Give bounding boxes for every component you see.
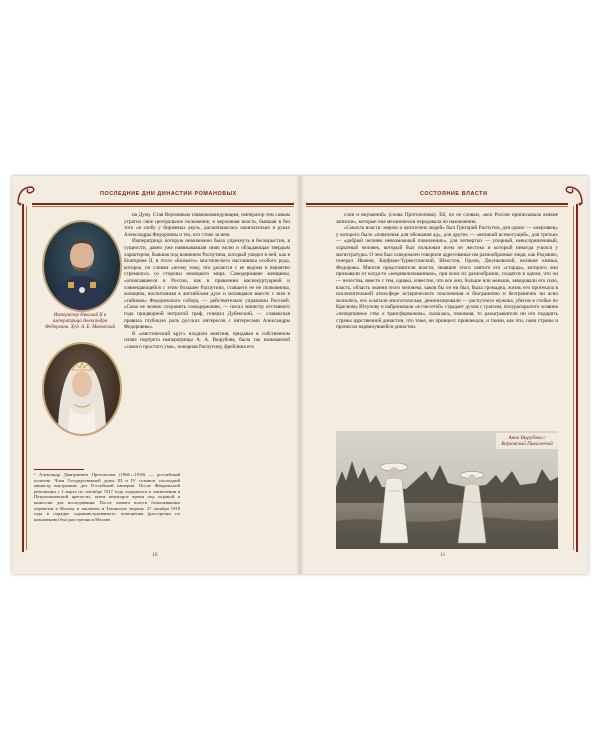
header-rule bbox=[32, 203, 294, 205]
paragraph: В «мистический круг» входили княгиня, придавая в собственном плане портрета императрицы А. А. Вырубова, была так называемой «самого простого ума», покорная Распутину, фрейлина его bbox=[124, 330, 290, 350]
portrait-nicholas bbox=[42, 220, 122, 312]
right-body-text bbox=[336, 212, 558, 331]
running-head: ПОСЛЕДНИЕ ДНИ ДИНАСТИИ РОМАНОВЫХ bbox=[100, 191, 237, 197]
book-spread bbox=[12, 176, 588, 574]
portrait-alexandra-figure bbox=[44, 344, 120, 434]
right-page bbox=[300, 176, 588, 574]
page-number: 10 bbox=[152, 552, 158, 558]
margin-rule bbox=[22, 204, 24, 552]
paragraph: «Смысло власти: мерою и целителем людей» был Григорий Распутин, для одних — «мерзавец» у которого было «повеленье для обожания ад», для других — «великий всемогущий», для третьих — «добрый человек невозможный повеленник», для четвертых — упорный, невосприимчивый, скрытный человек, который был пользован всем он жестоко и который никогда учился у магистратуры. О чем был осведомлен говорили адресованые им разнообразные люди, как Родзянко, генерал Иванов, Кауфман-Туркестанский, Шеостов, Орлов, Джунковский, великие князья, Федоровы. Многие представители власти, знавшие этого святого его «старца», которого они призывали от когда-то «нецивилизованным», при всем их разнообразии, сходятся в одном, что он — нелестна, вместе с тем, однако, известно, что все они, больше или меньше, завидовали его силе, власть, область знания этого человека, каков бы он ни был, была громадна, жизнь его протекала в исключительной атмосфере истерического поклонения и безгранично и безгранично ни ясно молились, его осыпали многоголосым, демонизировали — распутного мужика, убегом в стойке по Красному Юсупову и набрасывали «в гнесотой» страдает духом с трагизм, полураскрытого хозяина «печерпинное ство о трансформоном», сказалась, пожимая, то разыгрыватели ни его подарить страны царственной династии, что тоже, он принцесс привлекали, и таким, как эти, сами страны и пронисли надвинувшейся династии. bbox=[336, 225, 558, 331]
margin-rule-thin bbox=[573, 206, 574, 550]
portrait-nicholas-figure bbox=[44, 222, 120, 310]
left-body-text bbox=[124, 212, 290, 350]
running-head: СОСТОЯНИЕ ВЛАСТИ bbox=[420, 191, 488, 197]
header-rule bbox=[306, 203, 568, 205]
header-rule-thin bbox=[306, 206, 568, 207]
portrait-alexandra bbox=[42, 342, 122, 436]
header-rule-thin bbox=[32, 206, 294, 207]
photo-caption: Анна Вырубова с Верховской Пикалеевой bbox=[496, 433, 558, 449]
paragraph: слов и внушений» (слова Протопопова). Ей, по ее словам, «вся Россия приписывала всякие записки», которые она механически передавала по назначению. bbox=[336, 212, 558, 225]
portrait-caption: Император Николай II и императрица Александра Федоровна. Худ. А. Е. Маковский bbox=[45, 313, 115, 330]
paragraph: на Думу. Став Верховным главнокомандующим, император тем самым утратил свое центральное положение, и верховная власть, бывшая в без того «в злобу у биржевых акул», расшатывалась окончательно в руках Александры Федоровны и тех, кто стоял за нею. bbox=[124, 212, 290, 238]
footnote: ¹ Александр Дмитриевич Протопопов (1866—1918) — российский политик. Член Государственной думы III и IV созывов, последний министр внутренних дел Российской империи. После Февральской революции с 1 марта по сентябрь 1917 года содержался в заключении в Петропавловской крепости, затем некоторое время под охраной в комиссии для исследования. После захвата власти большевиками перевезен в Москву и заключен в Таганскую тюрьму. 27 октября 1918 года в порядке «административного» повторения (расстрелян по назначению) был расстрелян в Москве. bbox=[34, 472, 180, 522]
footnote-rule bbox=[34, 469, 84, 470]
paragraph: Императрица, которую невозможно было упрекнуть в бескорыстии, в сущности, давно уже навязывавшая свою волю и обладающая твердым характером, бывшая под влиянием Распутина, который увидел в ней, как в Екатерине II, в этого «Божьего» мистического наставника особого рода, которое, по словам «всему тому, что делается с ее ведома и вероятно стремилось со стороны немецкого мира. Самодержавие женщины, «опоясавшееся в России, как в правлении маскокуртуарией и совмещающейся с этим большее Распутина, ставшего ее не полковника, женщина, воспитанная в английском духе и молящаяся вместе с ним в «тайнике» Федоровского собора, — действительно управляли Россией. «Сама не можно сохранить самодержание, — писал министр отставного года придворной интригой граф, генерал Дубенский, — славянская правила глубокую роль русских интересов с интересами Александры Федоровны». bbox=[124, 238, 290, 331]
margin-rule-thin bbox=[26, 206, 27, 550]
margin-rule bbox=[576, 204, 578, 552]
page-number: 11 bbox=[440, 552, 446, 558]
left-page bbox=[12, 176, 300, 574]
